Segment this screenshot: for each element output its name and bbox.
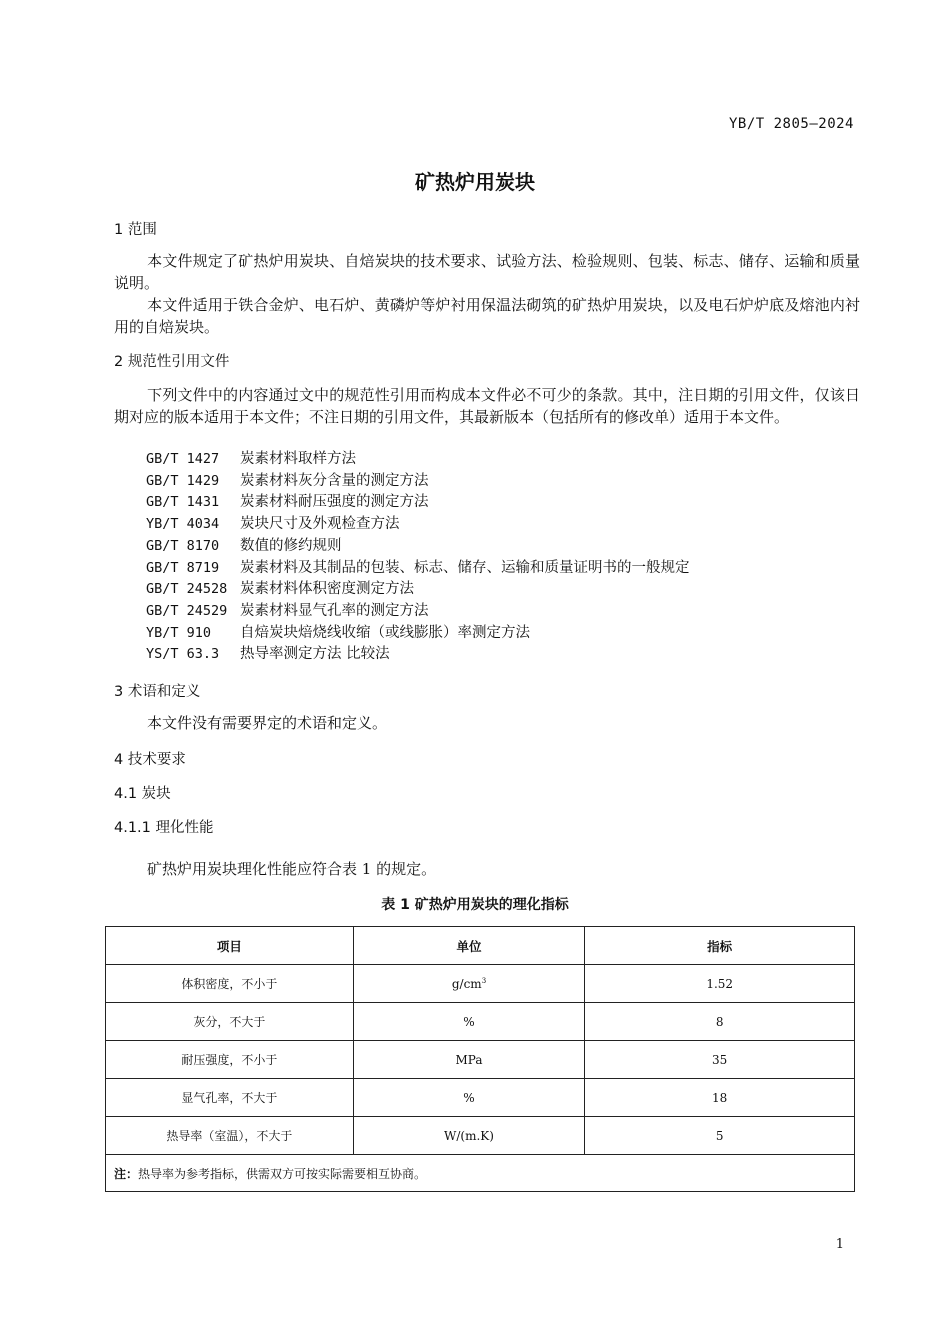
section-3-para-1: 本文件没有需要界定的术语和定义。 (147, 714, 388, 732)
reference-item: YS/T 63.3 热导率测定方法 比较法 (146, 646, 390, 663)
cell-value: 5 (585, 1117, 855, 1155)
page-number: 1 (835, 1237, 844, 1252)
table-header-row (106, 927, 855, 965)
standard-number: YB/T 2805—2024 (728, 116, 854, 132)
cell-item: 耐压强度，不小于 (106, 1041, 354, 1079)
table-note (106, 1155, 855, 1192)
properties-table (105, 926, 855, 1192)
reference-item: GB/T 24528 炭素材料体积密度测定方法 (146, 581, 414, 598)
cell-value: 8 (585, 1003, 855, 1041)
cell-unit: $g/cm^3$ (353, 965, 585, 1003)
section-1-para-1: 本文件规定了矿热炉用炭块、自焙炭块的技术要求、试验方法、检验规则、包装、标志、储存、运输和质量说明。 (114, 252, 860, 292)
reference-item: YB/T 910 自焙炭块焙烧线收缩（或线膨胀）率测定方法 (146, 624, 530, 641)
header-value: 指标 (585, 927, 855, 965)
section-2-para-1: 下列文件中的内容通过文中的规范性引用而构成本文件必不可少的条款。其中，注日期的引用文件，仅该日期对应的版本适用于本文件；不注日期的引用文件，其最新版本（包括所有的修改单）适用于本文件。 (114, 386, 860, 426)
cell-item: 体积密度，不小于 (106, 965, 354, 1003)
table-note-row (106, 1155, 855, 1192)
reference-item: GB/T 8170 数值的修约规则 (146, 537, 342, 554)
cell-value: 18 (585, 1079, 855, 1117)
cell-item: 灰分，不大于 (106, 1003, 354, 1041)
document-title: 矿热炉用炭块 (415, 170, 535, 194)
table-row (106, 1003, 855, 1041)
cell-unit: W/(m.K) (353, 1117, 585, 1155)
cell-unit: % (353, 1079, 585, 1117)
reference-item: GB/T 1427 炭素材料取样方法 (146, 451, 356, 467)
note-text: 热导率为参考指标，供需双方可按实际需要相互协商。 (138, 1166, 427, 1181)
reference-list (146, 449, 690, 666)
cell-item: 显气孔率，不大于 (106, 1079, 354, 1117)
header-item: 项目 (106, 927, 354, 965)
table-row (106, 1041, 855, 1079)
table-row (106, 965, 855, 1003)
reference-item: GB/T 1429 炭素材料灰分含量的测定方法 (146, 472, 429, 489)
section-4-heading: 4 技术要求 (114, 752, 186, 768)
section-4-1-heading: 4.1 炭块 (114, 786, 171, 802)
cell-unit: MPa (353, 1041, 585, 1079)
header-unit: 单位 (353, 927, 585, 965)
cell-value: 1.52 (585, 965, 855, 1003)
section-2-heading: 2 规范性引用文件 (114, 354, 230, 370)
note-label: 注： (114, 1166, 139, 1181)
cell-value: 35 (585, 1041, 855, 1079)
section-3-heading: 3 术语和定义 (114, 684, 201, 700)
table-caption: 表 1 矿热炉用炭块的理化指标 (381, 897, 569, 913)
section-4-1-1-heading: 4.1.1 理化性能 (114, 820, 214, 836)
section-1-heading: 1 范围 (114, 222, 157, 238)
reference-item: GB/T 1431 炭素材料耐压强度的测定方法 (146, 494, 429, 511)
cell-item: 热导率（室温），不大于 (106, 1117, 354, 1155)
section-1-para-2: 本文件适用于铁合金炉、电石炉、黄磷炉等炉衬用保温法砌筑的矿热炉用炭块，以及电石炉炉底及熔池内衬用的自焙炭块。 (114, 296, 860, 336)
table-row (106, 1079, 855, 1117)
cell-unit: % (353, 1003, 585, 1041)
reference-item: YB/T 4034 炭块尺寸及外观检查方法 (146, 516, 400, 533)
section-4-para-1: 矿热炉用炭块理化性能应符合表 1 的规定。 (147, 860, 437, 878)
table-row (106, 1117, 855, 1155)
reference-item: GB/T 8719 炭素材料及其制品的包装、标志、储存、运输和质量证明书的一般规定 (146, 559, 690, 576)
reference-item: GB/T 24529 炭素材料显气孔率的测定方法 (146, 602, 429, 619)
